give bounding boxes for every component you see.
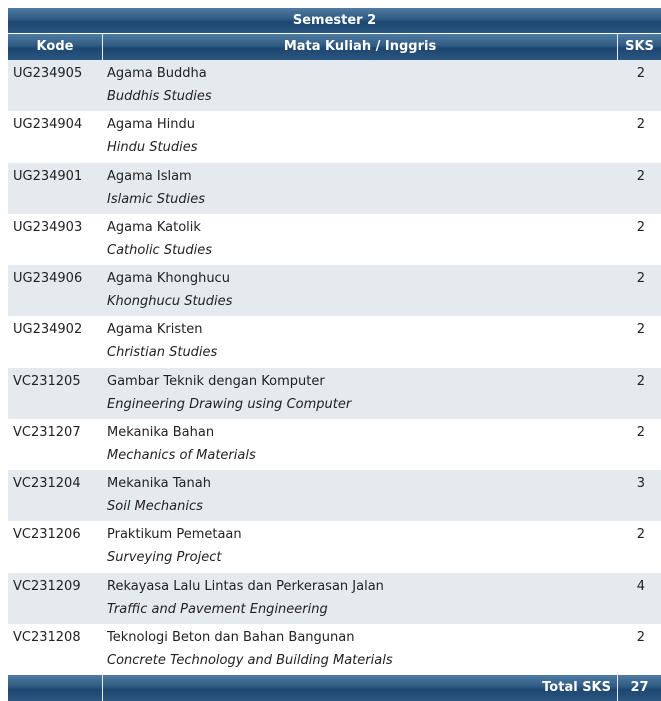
course-sks: 2 — [636, 373, 645, 389]
course-name: Agama Kristen — [107, 322, 203, 338]
course-sks: 2 — [636, 117, 645, 133]
table-row — [8, 624, 661, 675]
course-english-name: Mechanics of Materials — [107, 447, 256, 463]
footer-total-label: Total SKS — [102, 675, 617, 701]
course-sks: 4 — [636, 578, 645, 594]
course-title-cell — [102, 368, 617, 419]
course-english-name: Khonghucu Studies — [107, 294, 233, 309]
course-name: Agama Hindu — [107, 117, 195, 133]
course-english-name: Buddhis Studies — [107, 89, 212, 104]
table-row — [8, 521, 661, 572]
course-code: VC231209 — [13, 578, 81, 594]
course-name: Mekanika Tanah — [107, 476, 211, 491]
header-mata-kuliah: Mata Kuliah / Inggris — [102, 34, 617, 60]
course-title-cell — [102, 573, 617, 624]
course-english-name: Surveying Project — [107, 550, 222, 566]
course-title-cell — [102, 419, 617, 470]
header-kode: Kode — [36, 39, 74, 54]
course-title-cell — [102, 60, 617, 111]
course-name: Agama Katolik — [107, 219, 201, 235]
course-english-name: Catholic Studies — [107, 242, 213, 258]
table-row — [8, 419, 661, 470]
table-row — [8, 573, 661, 624]
course-name: Mekanika Bahan — [107, 424, 215, 440]
table-row — [8, 368, 661, 419]
course-english-name: Concrete Technology and Building Materials — [107, 652, 393, 668]
course-code: VC231206 — [13, 527, 81, 543]
course-name: Teknologi Beton dan Bahan Bangunan — [107, 629, 355, 645]
course-english-name: Christian Studies — [107, 345, 218, 361]
course-title-cell — [102, 214, 617, 265]
course-code: UG234905 — [13, 66, 83, 81]
table-footer — [8, 675, 661, 701]
footer-total-value: 27 — [617, 675, 661, 701]
course-english-name: Soil Mechanics — [107, 499, 203, 514]
course-sks: 2 — [636, 527, 645, 543]
course-english-name: Traffic and Pavement Engineering — [107, 601, 328, 617]
table-body — [8, 60, 661, 675]
course-sks: 2 — [636, 219, 645, 235]
course-name: Agama Buddha — [107, 66, 207, 81]
course-code: UG234903 — [13, 219, 83, 235]
course-code: VC231204 — [13, 476, 81, 491]
course-table — [8, 8, 661, 701]
course-name: Gambar Teknik dengan Komputer — [107, 373, 325, 389]
course-sks: 3 — [636, 476, 645, 491]
table-row — [8, 316, 661, 367]
course-sks: 2 — [636, 271, 645, 286]
course-title-cell — [102, 470, 617, 521]
course-code: UG234901 — [13, 168, 83, 184]
course-title-cell — [102, 163, 617, 214]
semester-title: Semester 2 — [8, 8, 661, 33]
table-row — [8, 470, 661, 521]
footer-empty-cell — [8, 675, 102, 701]
course-sks: 2 — [636, 168, 645, 184]
table-row — [8, 111, 661, 162]
course-title-cell — [102, 316, 617, 367]
course-title-cell — [102, 265, 617, 316]
course-code: UG234904 — [13, 117, 83, 133]
course-english-name: Islamic Studies — [107, 191, 205, 207]
course-name: Praktikum Pemetaan — [107, 527, 242, 543]
course-code: VC231208 — [13, 629, 81, 645]
course-code: VC231205 — [13, 373, 81, 389]
course-code: VC231207 — [13, 424, 81, 440]
course-name: Rekayasa Lalu Lintas dan Perkerasan Jalan — [107, 578, 384, 594]
header-sks: SKS — [617, 34, 661, 60]
course-title-cell — [102, 521, 617, 572]
course-title-cell — [102, 111, 617, 162]
table-row — [8, 265, 661, 316]
table-header — [8, 34, 661, 60]
table-row — [8, 60, 661, 111]
table-row — [8, 163, 661, 214]
course-code: UG234906 — [13, 271, 83, 286]
course-english-name: Engineering Drawing using Computer — [107, 396, 352, 412]
table-row — [8, 214, 661, 265]
course-sks: 2 — [636, 424, 645, 440]
course-title-cell — [102, 624, 617, 675]
course-sks: 2 — [636, 629, 645, 645]
course-sks: 2 — [636, 66, 645, 81]
course-english-name: Hindu Studies — [107, 140, 198, 156]
course-sks: 2 — [636, 322, 645, 338]
course-name: Agama Islam — [107, 168, 192, 184]
course-code: UG234902 — [13, 322, 83, 338]
course-name: Agama Khonghucu — [107, 271, 230, 286]
